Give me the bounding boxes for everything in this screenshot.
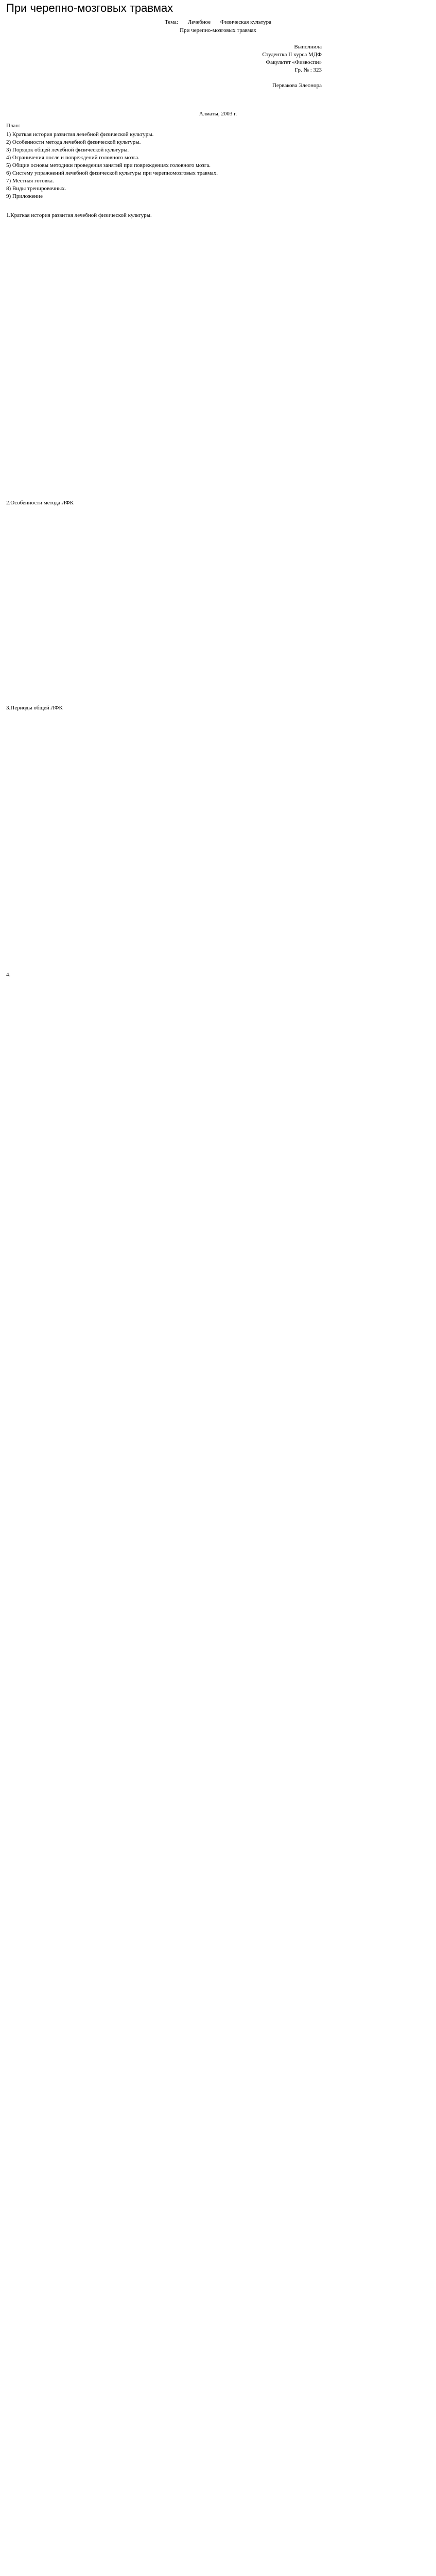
document-section xyxy=(6,971,430,1196)
section-paragraph xyxy=(6,1947,430,1954)
section-paragraph xyxy=(6,1290,430,1297)
section-paragraph xyxy=(6,603,430,611)
section-paragraph xyxy=(6,347,430,354)
section-paragraph xyxy=(6,1116,430,1124)
section-paragraph xyxy=(6,1106,430,1113)
section-paragraph xyxy=(6,1710,430,1717)
section-paragraph xyxy=(6,409,430,416)
section-paragraph xyxy=(6,1444,430,1451)
section-paragraph xyxy=(6,1658,430,1666)
document-section xyxy=(6,1207,430,1554)
section-paragraph xyxy=(6,1341,430,1348)
author-line: Факультет «Физвоспи» xyxy=(266,59,322,65)
section-paragraph xyxy=(6,1669,430,1676)
section-paragraph xyxy=(6,1086,430,1093)
section-paragraph xyxy=(6,562,430,569)
section-paragraph xyxy=(6,1803,430,1810)
section-paragraph xyxy=(6,264,430,272)
section-paragraph xyxy=(6,1700,430,1707)
author-block xyxy=(6,43,430,90)
section-paragraph xyxy=(6,1465,430,1472)
section-paragraph xyxy=(6,1372,430,1379)
section-paragraph xyxy=(6,583,430,590)
section-paragraph xyxy=(6,1075,430,1082)
section-paragraph xyxy=(6,686,430,693)
section-paragraph xyxy=(6,1279,430,1286)
meta-category: Лечебное xyxy=(187,19,211,25)
section-paragraph xyxy=(6,1689,430,1697)
section-paragraph xyxy=(6,1024,430,1031)
section-paragraph xyxy=(6,1320,430,1328)
document-body xyxy=(6,212,430,1975)
section-paragraph xyxy=(6,1351,430,1359)
section-paragraph xyxy=(6,891,430,898)
section-paragraph xyxy=(6,1926,430,1934)
section-paragraph xyxy=(6,716,430,723)
section-paragraph xyxy=(6,429,430,436)
section-paragraph xyxy=(6,942,430,950)
section-paragraph xyxy=(6,777,430,785)
section-paragraph xyxy=(6,1968,430,1975)
section-paragraph xyxy=(6,1485,430,1493)
section-paragraph xyxy=(6,1741,430,1748)
section-paragraph xyxy=(6,1096,430,1103)
document-section xyxy=(6,1566,430,1975)
author-line: Студентка II курса МДФ xyxy=(262,52,322,58)
section-paragraph xyxy=(6,932,430,939)
section-paragraph xyxy=(6,901,430,908)
section-paragraph xyxy=(6,388,430,395)
section-paragraph xyxy=(6,511,430,518)
author-line xyxy=(6,74,322,82)
section-paragraph xyxy=(6,593,430,600)
plan-item: 6) Систему упражнений лечебной физической культуры при черепномозговых травмах. xyxy=(6,170,218,176)
section-paragraph xyxy=(6,736,430,743)
section-paragraph xyxy=(6,552,430,559)
section-paragraph xyxy=(6,808,430,816)
section-paragraph xyxy=(6,798,430,805)
section-paragraph xyxy=(6,788,430,795)
section-paragraph xyxy=(6,439,430,447)
section-paragraph xyxy=(6,233,430,241)
author-line: Гр. № : 323 xyxy=(294,67,322,73)
section-paragraph xyxy=(6,1207,430,1214)
section-paragraph xyxy=(6,665,430,672)
section-paragraph xyxy=(6,1331,430,1338)
section-paragraph xyxy=(6,378,430,385)
section-paragraph xyxy=(6,1547,430,1554)
plan-list xyxy=(6,131,430,200)
section-paragraph xyxy=(6,1269,430,1276)
section-paragraph xyxy=(6,624,430,631)
section-paragraph xyxy=(6,419,430,426)
section-paragraph xyxy=(6,1648,430,1655)
section-paragraph xyxy=(6,1679,430,1686)
section-paragraph xyxy=(6,1382,430,1389)
section-paragraph xyxy=(6,1178,430,1185)
section-paragraph xyxy=(6,675,430,683)
section-paragraph xyxy=(6,1638,430,1645)
section-paragraph xyxy=(6,1013,430,1021)
section-paragraph xyxy=(6,1782,430,1789)
section-paragraph xyxy=(6,767,430,774)
section-paragraph xyxy=(6,336,430,344)
section-paragraph xyxy=(6,285,430,292)
section-paragraph xyxy=(6,1834,430,1841)
section-paragraph xyxy=(6,1906,430,1913)
document-section xyxy=(6,212,430,488)
author-line: Первакова Элеонора xyxy=(272,82,322,89)
section-paragraph xyxy=(6,254,430,261)
section-paragraph xyxy=(6,1044,430,1052)
section-paragraph xyxy=(6,572,430,580)
section-paragraph xyxy=(6,819,430,826)
section-paragraph xyxy=(6,1628,430,1635)
section-heading: 1.Краткая история развития лечебной физической культуры. xyxy=(6,212,152,218)
section-paragraph xyxy=(6,726,430,733)
section-heading: 4. xyxy=(6,972,11,978)
plan-item: 4) Ограничения после и повреждений головного мозга. xyxy=(6,155,139,161)
section-paragraph xyxy=(6,1937,430,1944)
section-paragraph xyxy=(6,1362,430,1369)
section-paragraph xyxy=(6,460,430,467)
section-paragraph xyxy=(6,450,430,457)
plan-item: 1) Краткая история развития лечебной физической культуры. xyxy=(6,131,154,138)
meta-subject: Физическая культура xyxy=(220,19,271,25)
section-paragraph xyxy=(6,1854,430,1861)
document-section xyxy=(6,499,430,693)
section-paragraph xyxy=(6,1586,430,1594)
plan-item: 2) Особенности метода лечебной физической культуры. xyxy=(6,139,141,145)
section-paragraph xyxy=(6,1617,430,1624)
meta-line xyxy=(91,19,345,26)
section-paragraph xyxy=(6,1259,430,1266)
section-paragraph xyxy=(6,1761,430,1769)
section-paragraph xyxy=(6,1607,430,1614)
section-paragraph xyxy=(6,1454,430,1462)
section-paragraph xyxy=(6,244,430,251)
section-paragraph xyxy=(6,1434,430,1441)
meta-topic: Тема: xyxy=(164,19,178,25)
section-paragraph xyxy=(6,306,430,313)
plan-item: 5) Общие основы методики проведения занятий при повреждениях головного мозга. xyxy=(6,162,211,168)
section-paragraph xyxy=(6,1423,430,1431)
section-paragraph xyxy=(6,481,430,488)
section-paragraph xyxy=(6,1537,430,1544)
section-paragraph xyxy=(6,860,430,867)
section-paragraph xyxy=(6,829,430,836)
section-paragraph xyxy=(6,1823,430,1831)
section-paragraph xyxy=(6,1751,430,1758)
section-paragraph xyxy=(6,1527,430,1534)
section-paragraph xyxy=(6,1393,430,1400)
section-paragraph xyxy=(6,295,430,302)
section-paragraph xyxy=(6,1506,430,1513)
section-heading: 2.Особенности метода ЛФК xyxy=(6,500,74,506)
author-line: Выполнила xyxy=(294,44,322,50)
section-paragraph xyxy=(6,1895,430,1903)
section-paragraph xyxy=(6,1772,430,1779)
section-paragraph xyxy=(6,1300,430,1307)
section-paragraph xyxy=(6,1865,430,1872)
section-paragraph xyxy=(6,1403,430,1410)
section-heading: 3.Периоды общей ЛФК xyxy=(6,705,63,711)
section-paragraph xyxy=(6,1597,430,1604)
section-paragraph xyxy=(6,521,430,528)
city-year: Алматы, 2003 г. xyxy=(199,111,237,117)
section-paragraph xyxy=(6,1496,430,1503)
section-paragraph xyxy=(6,326,430,333)
section-paragraph xyxy=(6,275,430,282)
section-paragraph xyxy=(6,922,430,929)
section-paragraph xyxy=(6,1238,430,1245)
page-title: При черепно-мозговых травмах xyxy=(6,2,173,14)
plan-item: 7) Местная готовка. xyxy=(6,178,54,184)
submitted-line: При черепно-мозговых травмах xyxy=(180,27,256,33)
section-paragraph xyxy=(6,1168,430,1175)
section-paragraph xyxy=(6,1720,430,1727)
section-paragraph xyxy=(6,1792,430,1800)
section-paragraph xyxy=(6,1034,430,1041)
plan-item: 8) Виды тренировочных. xyxy=(6,185,66,192)
section-paragraph xyxy=(6,757,430,764)
plan-item: 9) Приложение xyxy=(6,193,43,199)
section-paragraph xyxy=(6,223,430,230)
section-paragraph xyxy=(6,993,430,1000)
plan-item: 3) Порядок общей лечебной физической культуры. xyxy=(6,147,129,153)
section-paragraph xyxy=(6,870,430,877)
section-paragraph xyxy=(6,531,430,538)
section-paragraph xyxy=(6,1158,430,1165)
section-paragraph xyxy=(6,1566,430,1573)
section-paragraph xyxy=(6,634,430,641)
section-paragraph xyxy=(6,1516,430,1523)
section-paragraph xyxy=(6,1916,430,1923)
section-paragraph xyxy=(6,953,430,960)
section-paragraph xyxy=(6,1475,430,1482)
section-paragraph xyxy=(6,1885,430,1892)
section-paragraph xyxy=(6,982,430,990)
section-paragraph xyxy=(6,398,430,405)
section-paragraph xyxy=(6,1875,430,1882)
section-paragraph xyxy=(6,1731,430,1738)
section-paragraph xyxy=(6,1576,430,1583)
section-paragraph xyxy=(6,1310,430,1317)
section-paragraph xyxy=(6,1957,430,1964)
section-paragraph xyxy=(6,1813,430,1820)
section-paragraph xyxy=(6,1248,430,1256)
section-paragraph xyxy=(6,1189,430,1196)
document-section xyxy=(6,704,430,960)
section-paragraph xyxy=(6,1065,430,1072)
section-paragraph xyxy=(6,839,430,846)
section-paragraph xyxy=(6,850,430,857)
section-paragraph xyxy=(6,367,430,375)
section-paragraph xyxy=(6,911,430,919)
section-paragraph xyxy=(6,316,430,323)
plan-title: План: xyxy=(6,123,21,129)
section-paragraph xyxy=(6,655,430,662)
section-paragraph xyxy=(6,645,430,652)
section-paragraph xyxy=(6,470,430,478)
section-paragraph xyxy=(6,541,430,549)
section-paragraph xyxy=(6,1844,430,1851)
section-paragraph xyxy=(6,357,430,364)
section-paragraph xyxy=(6,1228,430,1235)
section-paragraph xyxy=(6,1137,430,1144)
section-paragraph xyxy=(6,747,430,754)
section-paragraph xyxy=(6,1003,430,1010)
section-paragraph xyxy=(6,1127,430,1134)
section-paragraph xyxy=(6,614,430,621)
section-paragraph xyxy=(6,1217,430,1225)
section-paragraph xyxy=(6,880,430,888)
section-paragraph xyxy=(6,1147,430,1155)
section-paragraph xyxy=(6,1055,430,1062)
section-paragraph xyxy=(6,1413,430,1420)
